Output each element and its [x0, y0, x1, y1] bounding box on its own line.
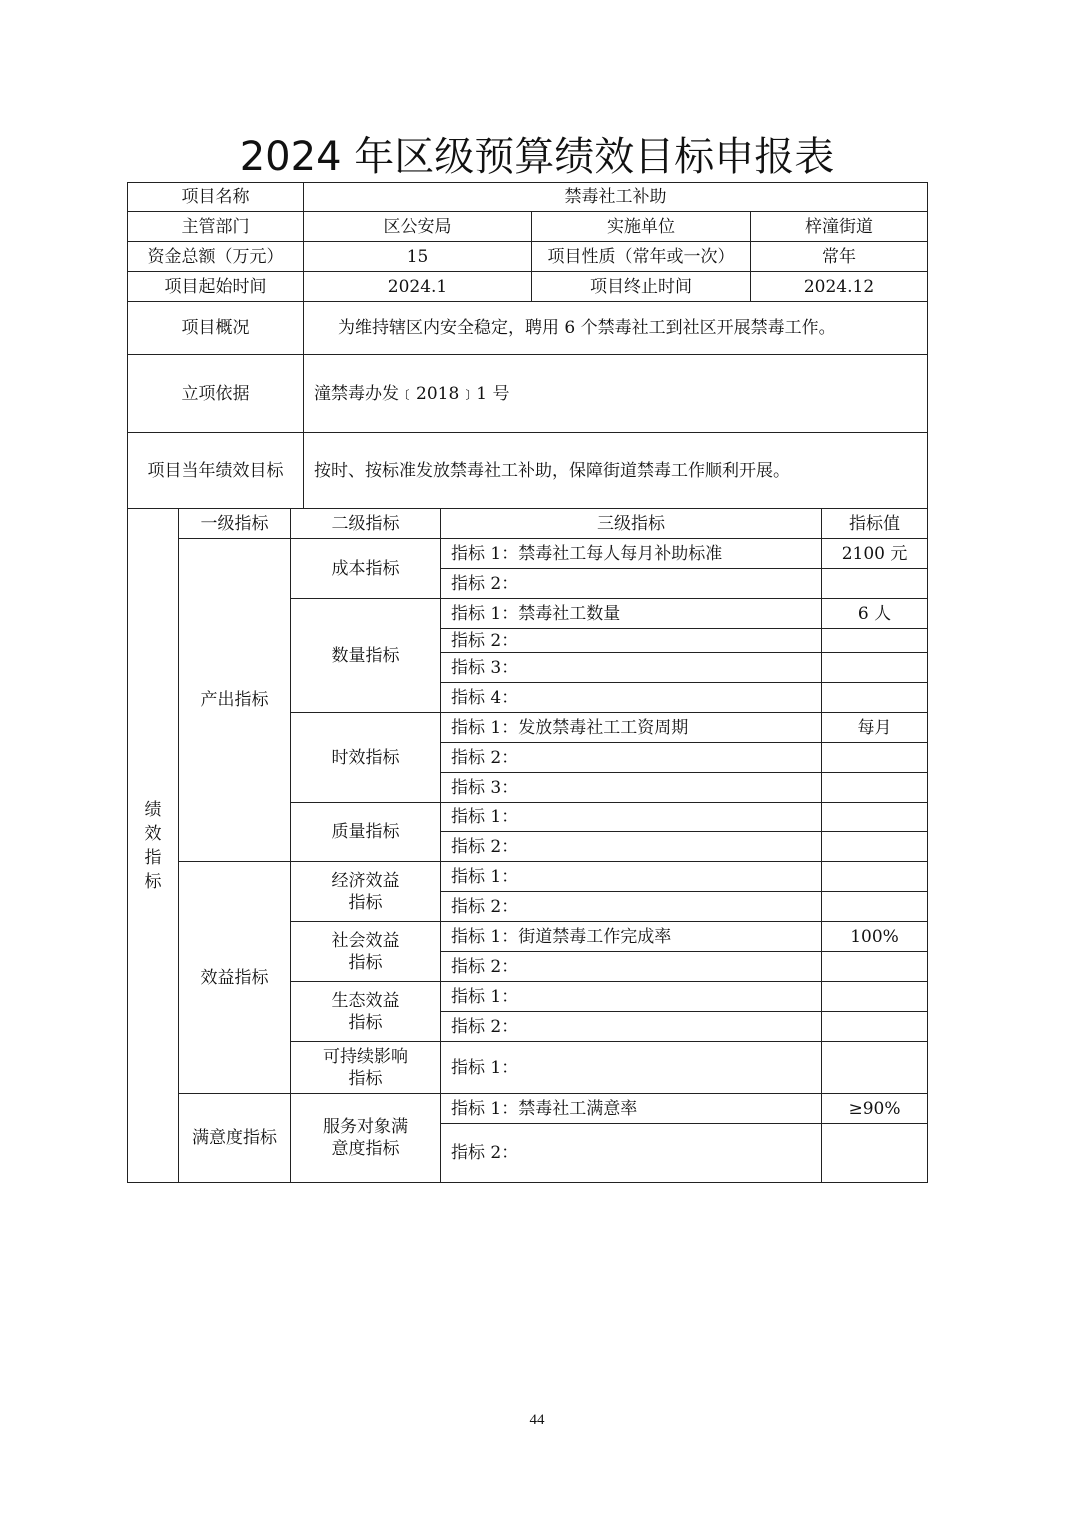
col-level2: 二级指标: [291, 509, 441, 539]
ecology-indicator-label: 生态效益指标: [291, 982, 441, 1042]
page-number: 44: [529, 1412, 545, 1428]
start-value: 2024.1: [304, 272, 532, 302]
row-dates: [128, 272, 928, 302]
goal-label: 项目当年绩效目标: [128, 433, 304, 509]
indicator-value: [822, 952, 928, 982]
quality-indicator-label: 质量指标: [291, 803, 441, 862]
dept-value: 区公安局: [304, 212, 532, 242]
indicator-text: 指标 1：禁毒社工满意率: [441, 1094, 822, 1124]
indicator-value: [822, 743, 928, 773]
indicator-value: 100%: [822, 922, 928, 952]
goal-value: 按时、按标准发放禁毒社工补助，保障街道禁毒工作顺利开展。: [304, 433, 928, 509]
basis-value: 潼禁毒办发﹝2018﹞1 号: [304, 355, 928, 433]
indicator-text: 指标 1：禁毒社工数量: [441, 599, 822, 629]
table-row: [128, 1094, 928, 1124]
indicator-text: 指标 2：: [441, 1124, 822, 1183]
budget-performance-table: [127, 182, 928, 1183]
indicator-value: [822, 803, 928, 832]
indicator-text: 指标 3：: [441, 773, 822, 803]
indicator-value: [822, 773, 928, 803]
row-basis: [128, 355, 928, 433]
indicator-value: [822, 629, 928, 653]
row-goal: [128, 433, 928, 509]
indicator-text: 指标 2：: [441, 832, 822, 862]
social-indicator-label: 社会效益指标: [291, 922, 441, 982]
end-label: 项目终止时间: [532, 272, 751, 302]
indicator-text: 指标 2：: [441, 952, 822, 982]
indicator-text: 指标 1：: [441, 982, 822, 1012]
satisfaction-indicator-label: 满意度指标: [179, 1094, 291, 1183]
col-level3: 三级指标: [441, 509, 822, 539]
indicator-value: [822, 892, 928, 922]
overview-label: 项目概况: [128, 302, 304, 355]
indicator-text: 指标 2：: [441, 743, 822, 773]
row-overview: [128, 302, 928, 355]
indicator-value: [822, 1042, 928, 1094]
col-level1: 一级指标: [179, 509, 291, 539]
service-satisfaction-label: 服务对象满意度指标: [291, 1094, 441, 1183]
indicator-value: ≥90%: [822, 1094, 928, 1124]
indicator-text: 指标 1：: [441, 1042, 822, 1094]
time-indicator-label: 时效指标: [291, 713, 441, 803]
dept-label: 主管部门: [128, 212, 304, 242]
indicator-text: 指标 1：: [441, 862, 822, 892]
indicator-text: 指标 1：: [441, 803, 822, 832]
start-label: 项目起始时间: [128, 272, 304, 302]
sustain-indicator-label: 可持续影响指标: [291, 1042, 441, 1094]
economic-indicator-label: 经济效益指标: [291, 862, 441, 922]
col-value: 指标值: [822, 509, 928, 539]
fund-label: 资金总额（万元）: [128, 242, 304, 272]
indicator-text: 指标 3：: [441, 653, 822, 683]
fund-value: 15: [304, 242, 532, 272]
indicator-text: 指标 2：: [441, 569, 822, 599]
indicator-header-row: [128, 509, 928, 539]
nature-value: 常年: [751, 242, 928, 272]
end-value: 2024.12: [751, 272, 928, 302]
indicator-value: 2100 元: [822, 539, 928, 569]
indicator-value: 每月: [822, 713, 928, 743]
row-project-name: [128, 183, 928, 212]
indicator-value: [822, 1012, 928, 1042]
indicator-value: [822, 653, 928, 683]
benefit-indicator-label: 效益指标: [179, 862, 291, 1094]
indicator-value: [822, 862, 928, 892]
project-name-label: 项目名称: [128, 183, 304, 212]
basis-label: 立项依据: [128, 355, 304, 433]
row-fund: [128, 242, 928, 272]
page-title: 2024 年区级预算绩效目标申报表: [239, 134, 835, 180]
nature-label: 项目性质（常年或一次）: [532, 242, 751, 272]
table-row: [128, 539, 928, 569]
indicator-value: [822, 683, 928, 713]
unit-value: 梓潼街道: [751, 212, 928, 242]
indicator-text: 指标 4：: [441, 683, 822, 713]
indicator-value: [822, 982, 928, 1012]
indicator-text: 指标 2：: [441, 892, 822, 922]
row-dept: [128, 212, 928, 242]
quantity-indicator-label: 数量指标: [291, 599, 441, 713]
indicator-value: [822, 832, 928, 862]
output-indicator-label: 产出指标: [179, 539, 291, 862]
cost-indicator-label: 成本指标: [291, 539, 441, 599]
indicator-text: 指标 1：发放禁毒社工工资周期: [441, 713, 822, 743]
indicator-section-label: 绩效指标: [128, 509, 179, 1183]
indicator-value: 6 人: [822, 599, 928, 629]
indicator-text: 指标 1：禁毒社工每人每月补助标准: [441, 539, 822, 569]
unit-label: 实施单位: [532, 212, 751, 242]
indicator-text: 指标 1：街道禁毒工作完成率: [441, 922, 822, 952]
indicator-value: [822, 1124, 928, 1183]
overview-value: 为维持辖区内安全稳定，聘用 6 个禁毒社工到社区开展禁毒工作。: [304, 302, 928, 355]
indicator-text: 指标 2：: [441, 1012, 822, 1042]
indicator-value: [822, 569, 928, 599]
project-name-value: 禁毒社工补助: [304, 183, 928, 212]
table-row: [128, 862, 928, 892]
indicator-text: 指标 2：: [441, 629, 822, 653]
